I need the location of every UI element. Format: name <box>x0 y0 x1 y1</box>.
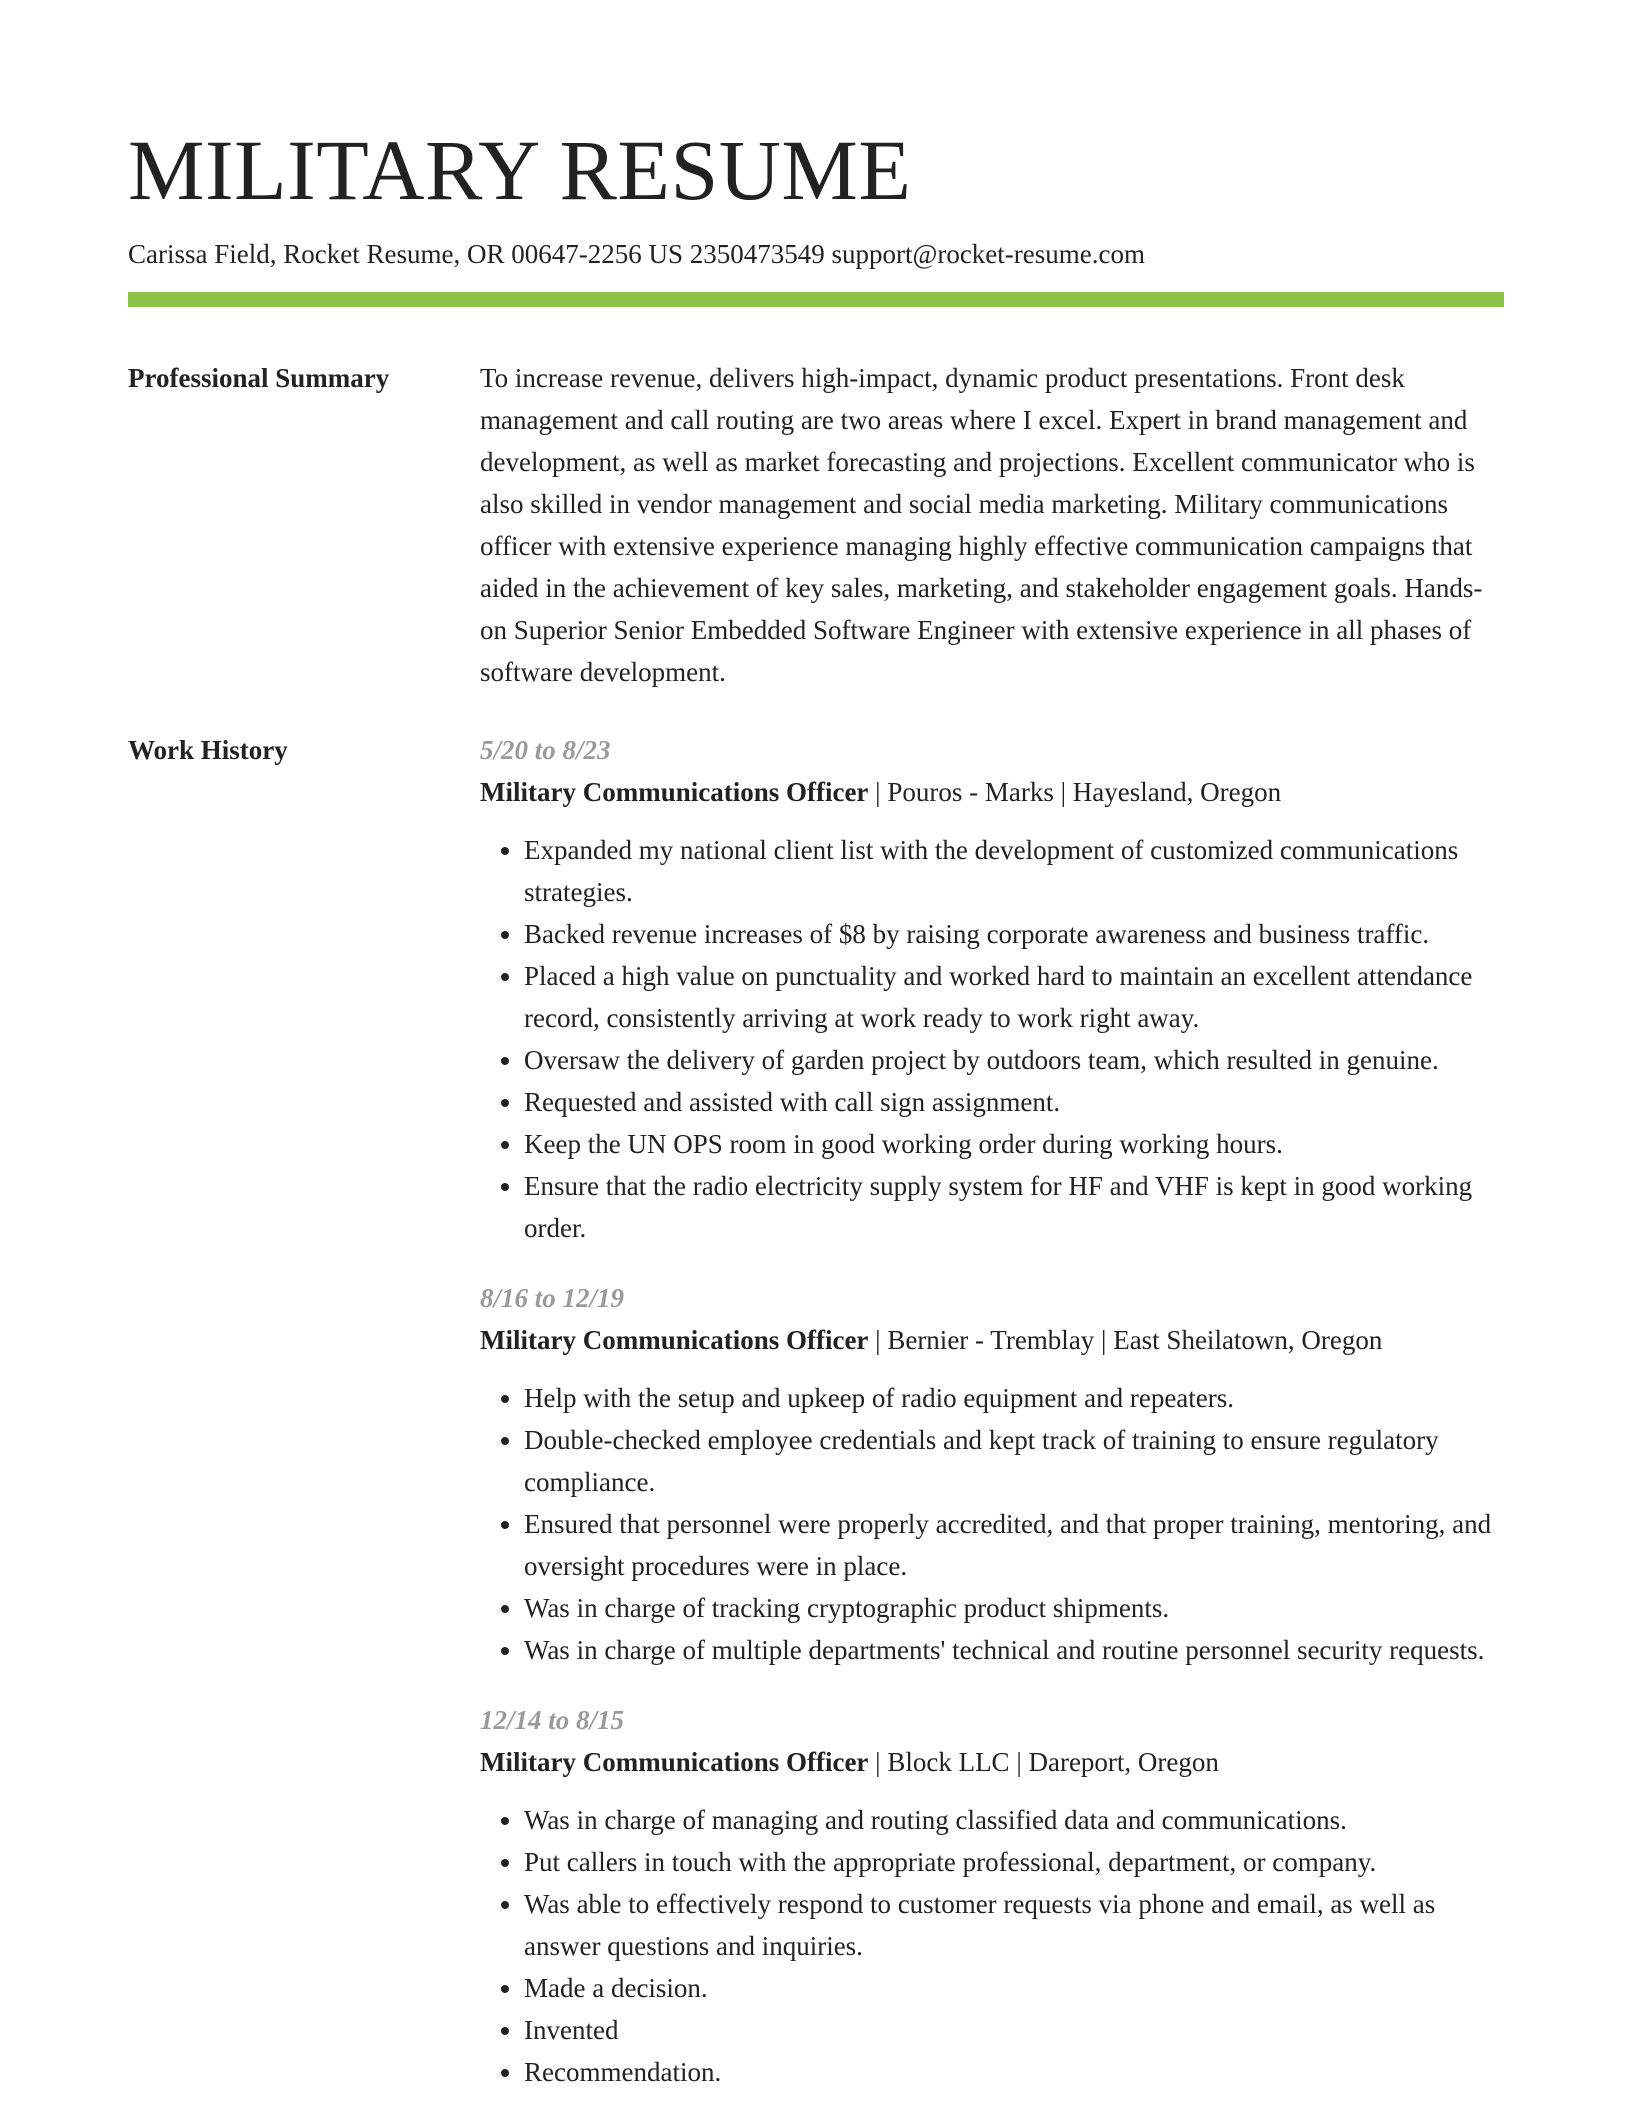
job-details: | Block LLC | Dareport, Oregon <box>868 1747 1219 1777</box>
resume-page <box>128 120 1504 2093</box>
job-heading <box>480 1741 1504 1783</box>
job-title: Military Communications Officer <box>480 777 869 807</box>
work-history-section <box>128 729 1504 2093</box>
job-bullet: • Double-checked employee credentials and kept track of training to ensure regulatory compliance. <box>524 1419 1504 1503</box>
job-bullets <box>480 1799 1504 2093</box>
job-entry <box>480 1699 1504 2093</box>
summary-text: To increase revenue, delivers high-impact, dynamic product presentations. Front desk management and call routing are two areas where I excel. Expert in brand management and development, as well as market forecasting and projections. Excellent communicator who is also skilled in vendor management and social media marketing. Military communications officer with extensive experience managing highly effective communication campaigns that aided in the achievement of key sales, marketing, and stakeholder engagement goals. Hands-on Superior Senior Embedded Software Engineer with extensive experience in all phases of software development. <box>480 363 1483 687</box>
job-heading <box>480 771 1504 813</box>
job-title: Military Communications Officer <box>480 1325 869 1355</box>
job-bullet: • Put callers in touch with the appropriate professional, department, or company. <box>524 1841 1504 1883</box>
job-bullet: • Was in charge of managing and routing classified data and communications. <box>524 1799 1504 1841</box>
summary-body <box>480 357 1504 693</box>
job-bullet: • Oversaw the delivery of garden project by outdoors team, which resulted in genuine. <box>524 1039 1504 1081</box>
accent-divider <box>128 292 1504 307</box>
job-bullet: • Invented <box>524 2009 1504 2051</box>
job-bullet: • Recommendation. <box>524 2051 1504 2093</box>
job-details: | Bernier - Tremblay | East Sheilatown, Oregon <box>868 1325 1383 1355</box>
job-details: | Pouros - Marks | Hayesland, Oregon <box>868 777 1282 807</box>
section-label-summary: Professional Summary <box>128 363 390 393</box>
job-bullet: • Was in charge of tracking cryptographic product shipments. <box>524 1587 1504 1629</box>
job-bullet: • Keep the UN OPS room in good working order during working hours. <box>524 1123 1504 1165</box>
job-bullets <box>480 829 1504 1249</box>
job-bullet: • Ensured that personnel were properly accredited, and that proper training, mentoring, and oversight procedures were in place. <box>524 1503 1504 1587</box>
job-dates: 12/14 to 8/15 <box>480 1705 625 1735</box>
work-history-body <box>480 729 1504 2093</box>
job-bullet: • Was in charge of multiple departments' technical and routine personnel security requests. <box>524 1629 1504 1671</box>
job-bullet: • Backed revenue increases of $8 by raising corporate awareness and business traffic. <box>524 913 1504 955</box>
job-dates: 8/16 to 12/19 <box>480 1283 625 1313</box>
job-bullet: • Made a decision. <box>524 1967 1504 2009</box>
job-title: Military Communications Officer <box>480 1747 869 1777</box>
job-dates: 5/20 to 8/23 <box>480 735 611 765</box>
job-bullet: • Ensure that the radio electricity supply system for HF and VHF is kept in good working order. <box>524 1165 1504 1249</box>
job-bullet: • Requested and assisted with call sign assignment. <box>524 1081 1504 1123</box>
job-heading <box>480 1319 1504 1361</box>
job-bullet: • Was able to effectively respond to customer requests via phone and email, as well as answer questions and inquiries. <box>524 1883 1504 1967</box>
job-entry <box>480 729 1504 1249</box>
professional-summary-section <box>128 357 1504 693</box>
job-entry <box>480 1277 1504 1671</box>
resume-title: MILITARY RESUME <box>128 122 912 218</box>
job-bullets <box>480 1377 1504 1671</box>
section-label-work-history: Work History <box>128 735 288 765</box>
job-bullet: • Expanded my national client list with the development of customized communications strategies. <box>524 829 1504 913</box>
job-bullet: • Help with the setup and upkeep of radio equipment and repeaters. <box>524 1377 1504 1419</box>
contact-line: Carissa Field, Rocket Resume, OR 00647-2256 US 2350473549 support@rocket-resume.com <box>128 239 1145 269</box>
job-bullet: • Placed a high value on punctuality and worked hard to maintain an excellent attendance record, consistently arriving at work ready to work right away. <box>524 955 1504 1039</box>
